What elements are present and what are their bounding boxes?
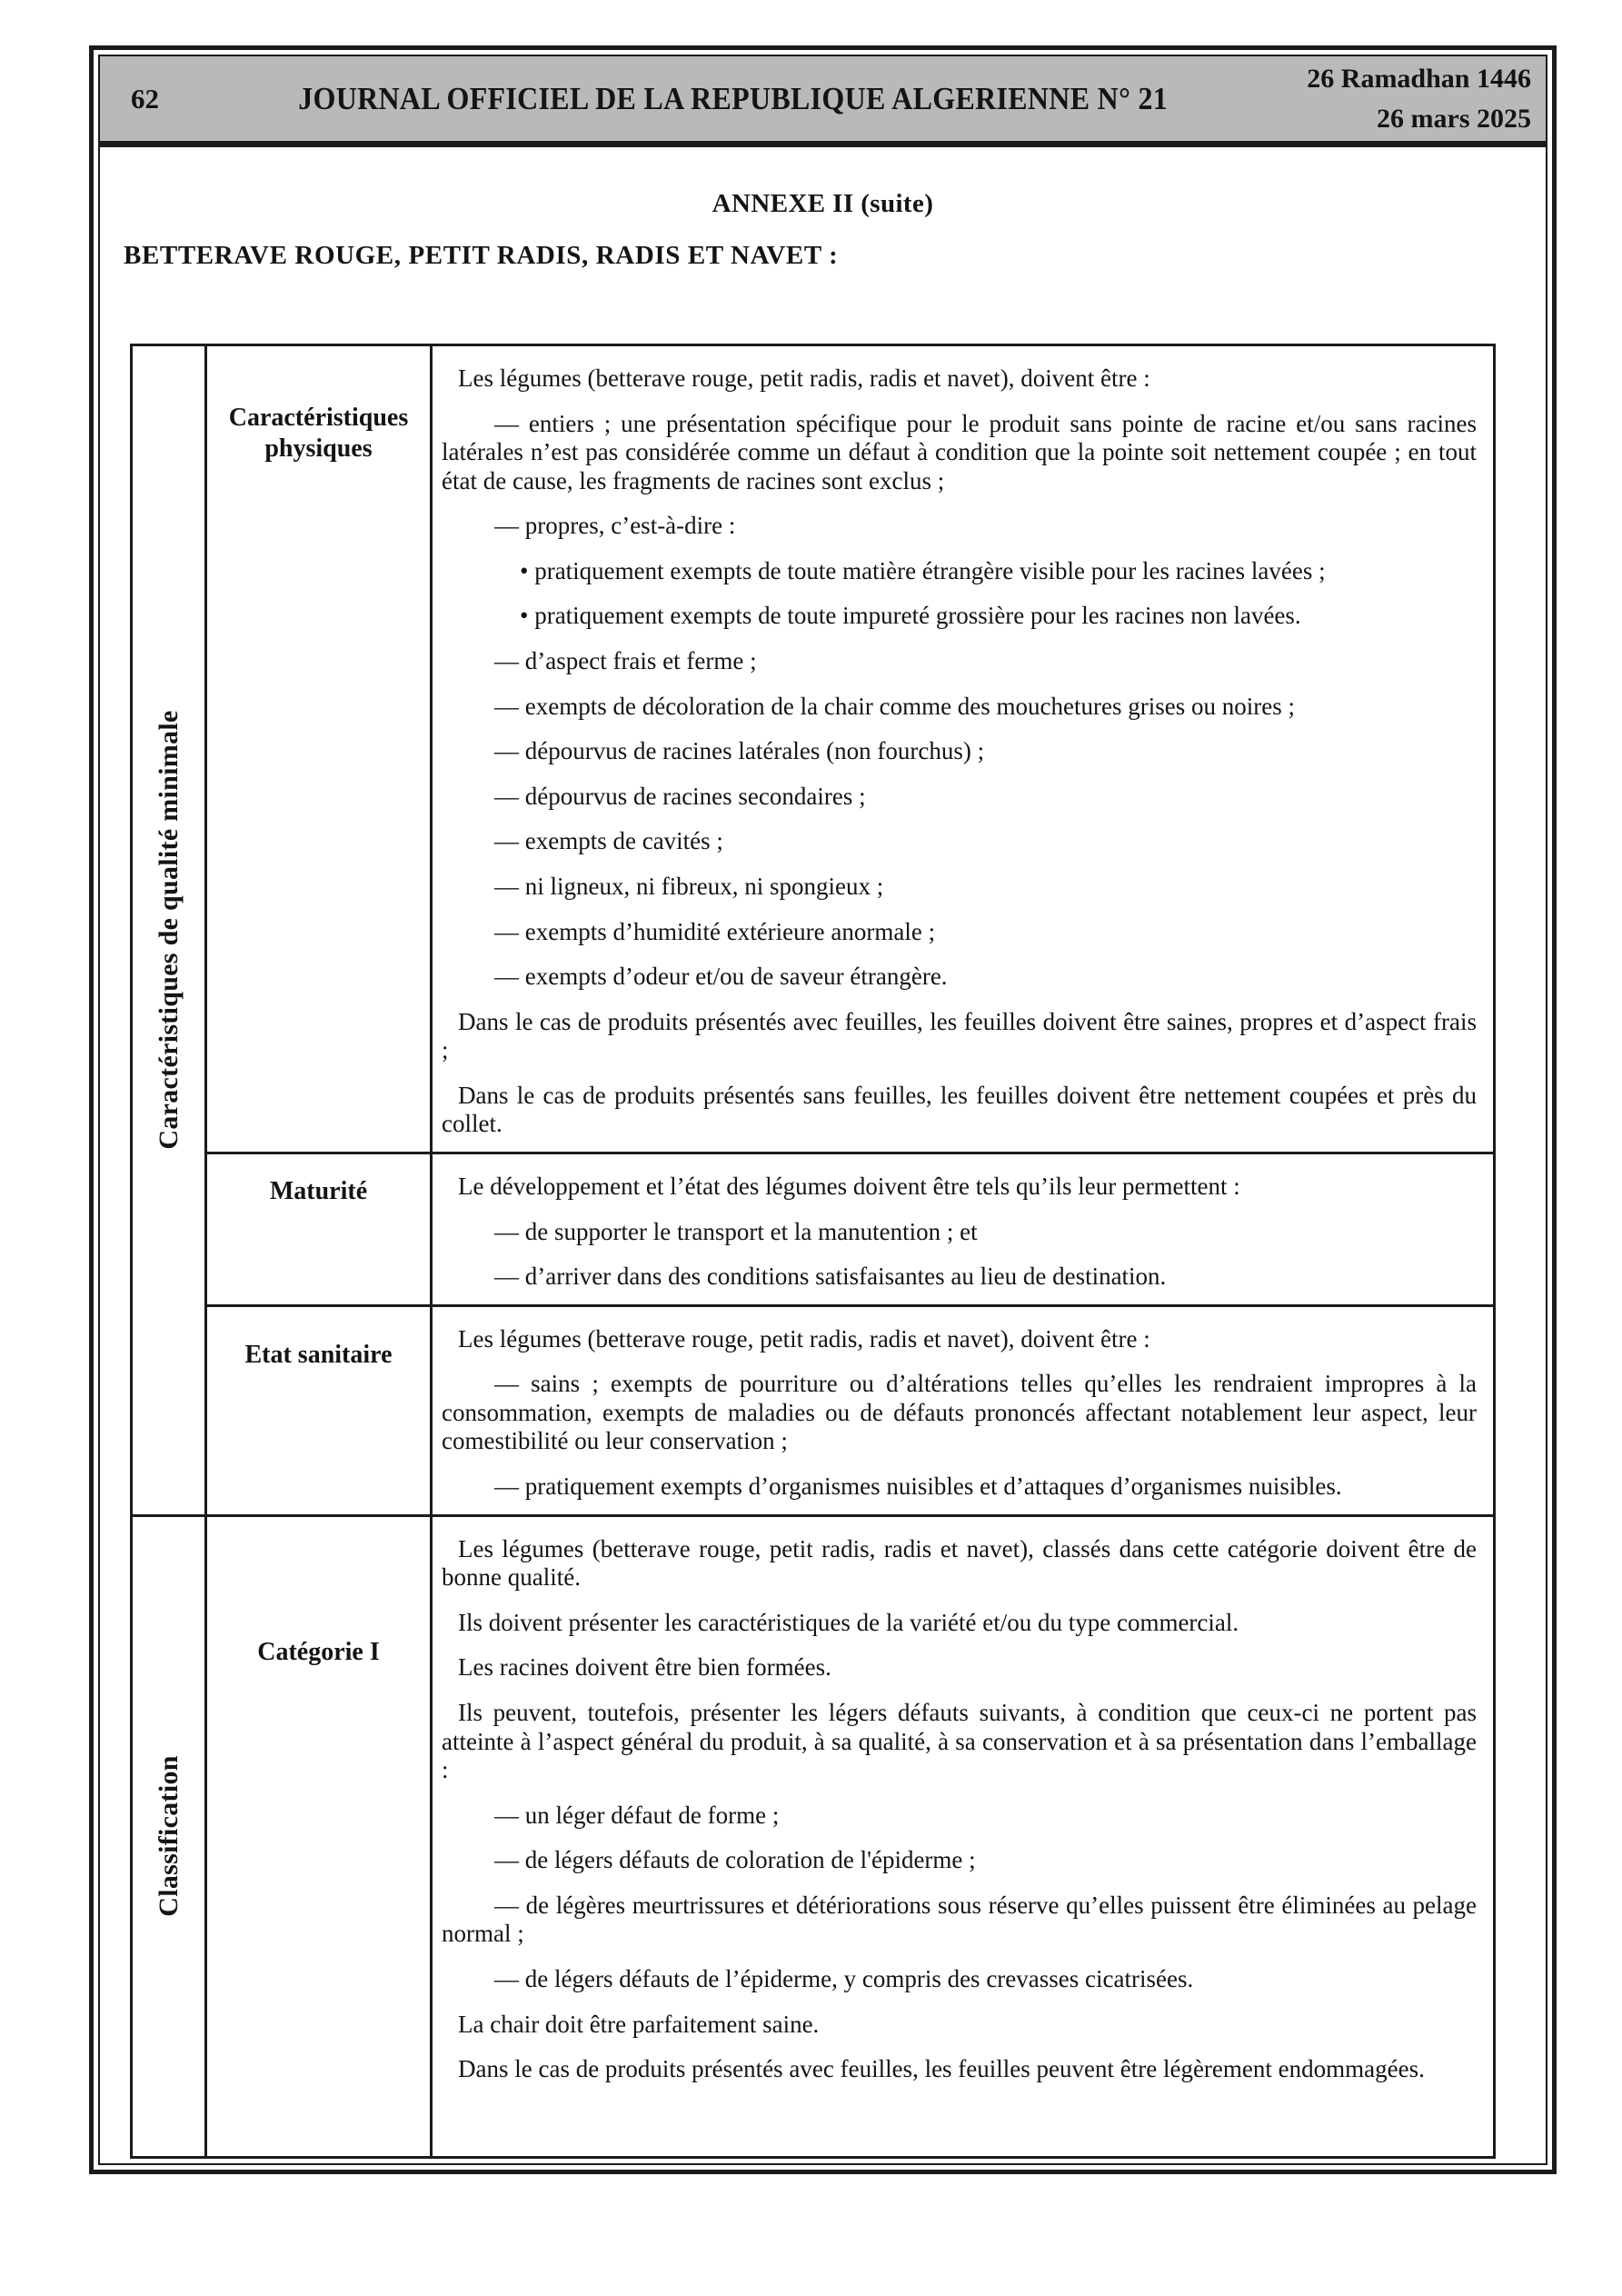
annex-title: ANNEXE II (suite) [711, 189, 934, 218]
cell-paragraph: • pratiquement exempts de toute matière étrangère visible pour les racines lavées ; [520, 556, 1326, 584]
cell-paragraph: — de légers défauts de coloration de l'épiderme ; [494, 1846, 976, 1874]
page-frame [89, 45, 1557, 2174]
cell-paragraph: — propres, c’est-à-dire : [494, 512, 736, 540]
cell-paragraph: — entiers ; une présentation spécifique pour le produit sans pointe de racine et/ou sans racines latérales n’est pas considérée comme un défaut à condition que la pointe soit nettement coupée ; en tout état de cause, les fragments de racines sont exclus ; [442, 409, 1477, 494]
cell-sanitary-state [432, 1305, 1495, 1515]
gregorian-date: 26 mars 2025 [1377, 103, 1531, 134]
cell-paragraph: — de supporter le transport et la manutention ; et [494, 1217, 978, 1245]
table-row [132, 1305, 1495, 1515]
cell-paragraph: — exempts de cavités ; [494, 827, 723, 855]
group-cell-classification [132, 1515, 206, 2157]
cell-paragraph: — pratiquement exempts d’organismes nuisibles et d’attaques d’organismes nuisibles. [494, 1472, 1342, 1501]
hijri-date: 26 Ramadhan 1446 [1307, 64, 1531, 94]
row-header-category-1: Catégorie I [206, 1515, 432, 2157]
table-row [132, 1153, 1495, 1305]
cell-paragraph: Les légumes (betterave rouge, petit radis, radis et navet), doivent être : [458, 364, 1150, 392]
cell-paragraph: Dans le cas de produits présentés avec feuilles, les feuilles peuvent être légèrement endommagées. [458, 2055, 1425, 2083]
cell-paragraph: — d’arriver dans des conditions satisfaisantes au lieu de destination. [494, 1263, 1167, 1291]
page-number: 62 [131, 82, 159, 115]
cell-paragraph: La chair doit être parfaitement saine. [458, 2010, 820, 2038]
group-label-quality: Caractéristiques de qualité minimale [153, 710, 184, 1150]
cell-paragraph: • pratiquement exempts de toute impureté grossière pour les racines non lavées. [520, 602, 1301, 630]
cell-paragraph: Ils peuvent, toutefois, présenter les légers défauts suivants, à condition que ceux-ci ne portent pas atteinte à l’aspect général du produit, à sa qualité, à sa conservation et à sa présentation dans l’emballage : [442, 1698, 1477, 1784]
cell-paragraph: — de légers défauts de l’épiderme, y compris des crevasses cicatrisées. [494, 1964, 1194, 1992]
table-row [132, 1515, 1495, 2157]
cell-paragraph: — exempts de décoloration de la chair comme des mouchetures grises ou noires ; [494, 692, 1295, 720]
cell-paragraph: — dépourvus de racines secondaires ; [494, 782, 866, 810]
cell-paragraph: Les légumes (betterave rouge, petit radis, radis et navet), doivent être : [458, 1324, 1150, 1353]
cell-paragraph: Le développement et l’état des légumes doivent être tels qu’ils leur permettent : [458, 1172, 1240, 1200]
cell-paragraph: — exempts d’humidité extérieure anormale ; [494, 917, 936, 945]
annex-subtitle: BETTERAVE ROUGE, PETIT RADIS, RADIS ET NAVET : [124, 241, 839, 270]
group-label-classification: Classification [153, 1755, 184, 1917]
page-frame-inner [98, 55, 1547, 2165]
cell-paragraph: Ils doivent présenter les caractéristiques de la variété et/ou du type commercial. [458, 1608, 1239, 1636]
cell-maturity [432, 1153, 1495, 1305]
cell-paragraph: — un léger défaut de forme ; [494, 1801, 780, 1829]
cell-paragraph: — d’aspect frais et ferme ; [494, 647, 757, 675]
page-body [100, 147, 1546, 2163]
row-header-maturity: Maturité [206, 1153, 432, 1305]
table-row [132, 345, 1495, 1153]
cell-paragraph: — de légères meurtrissures et détériorations sous réserve qu’elles puissent être éliminées au pelage normal ; [442, 1891, 1477, 1948]
cell-paragraph: — ni ligneux, ni fibreux, ni spongieux ; [494, 872, 884, 900]
cell-paragraph: Dans le cas de produits présentés sans feuilles, les feuilles doivent être nettement coupées et près du collet. [442, 1081, 1477, 1138]
cell-category-1 [432, 1515, 1495, 2157]
masthead-bar [100, 56, 1546, 147]
journal-title: JOURNAL OFFICIEL DE LA REPUBLIQUE ALGERIENNE N° 21 [298, 80, 1169, 116]
row-header-physical-characteristics: Caractéristiques physiques [206, 345, 432, 1153]
group-cell-quality [132, 345, 206, 1516]
date-block [1307, 59, 1531, 138]
cell-paragraph: — exempts d’odeur et/ou de saveur étrangère. [494, 963, 948, 991]
cell-paragraph: — dépourvus de racines latérales (non fourchus) ; [494, 737, 985, 765]
cell-physical-characteristics [432, 345, 1495, 1153]
standards-table [130, 344, 1496, 2159]
cell-paragraph: Les racines doivent être bien formées. [458, 1653, 831, 1682]
cell-paragraph: Les légumes (betterave rouge, petit radis, radis et navet), classés dans cette catégorie doivent être de bonne qualité. [442, 1534, 1477, 1592]
cell-paragraph: — sains ; exempts de pourriture ou d’altérations telles qu’elles les rendraient impropres à la consommation, exempts de maladies ou de défauts prononcés affectant notablement leur aspect, leur comestibilité ou leur conservation ; [442, 1370, 1477, 1455]
cell-paragraph: Dans le cas de produits présentés avec feuilles, les feuilles doivent être saines, propres et d’aspect frais ; [442, 1007, 1477, 1064]
row-header-sanitary-state: Etat sanitaire [206, 1305, 432, 1515]
